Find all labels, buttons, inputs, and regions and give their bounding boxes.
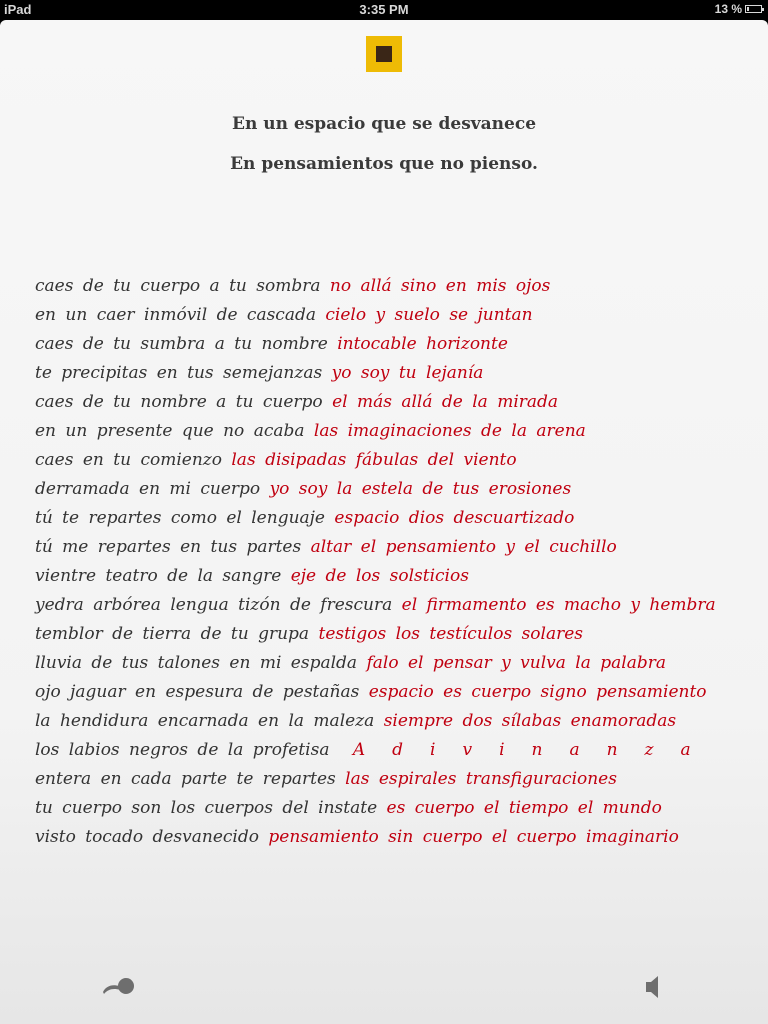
poem-line-black: caes de tu cuerpo a tu sombra: [35, 276, 321, 296]
poem-line-red: yo soy tu lejanía: [331, 363, 484, 383]
device-name: iPad: [4, 2, 32, 17]
poem-line-red: las disipadas fábulas del viento: [231, 450, 517, 470]
poem-line-black: entera en cada parte te repartes: [35, 769, 336, 789]
clock: 3:35 PM: [359, 2, 409, 17]
poem-line-black: vientre teatro de la sangre: [35, 566, 282, 586]
speaker-icon[interactable]: [645, 974, 665, 1000]
poem-line-red: el más allá de la mirada: [332, 392, 559, 412]
poem-line-black: te precipitas en tus semejanzas: [35, 363, 323, 383]
poem-line-black: la hendidura encarnada en la maleza: [35, 711, 375, 731]
poem-line: [35, 737, 718, 766]
poem-line-red: las imaginaciones de la arena: [313, 421, 586, 441]
poem-line: [35, 505, 718, 534]
poem-line-red: testigos los testículos solares: [318, 624, 584, 644]
poem-line-black: en un caer inmóvil de cascada: [35, 305, 316, 325]
poem-line: [35, 302, 718, 331]
poem-line: [35, 360, 718, 389]
poem-line-black: tú me repartes en tus partes: [35, 537, 302, 557]
intro-line-1: En un espacio que se desvanece: [231, 114, 537, 134]
poem-line: [35, 708, 718, 737]
poem-body: [35, 273, 718, 853]
poem-line: [35, 331, 718, 360]
poem-line: [35, 592, 718, 621]
poem-line-red: altar el pensamiento y el cuchillo: [310, 537, 617, 557]
poem-line-red: espacio es cuerpo signo pensamiento: [368, 682, 707, 702]
poem-line-red: cielo y suelo se juntan: [325, 305, 533, 325]
poem-line-red: yo soy la estela de tus erosiones: [269, 479, 572, 499]
poem-line-red: eje de los solsticios: [290, 566, 469, 586]
intro-line-2: En pensamientos que no pienso.: [230, 154, 538, 174]
poem-line: [35, 563, 718, 592]
battery-status: [715, 2, 762, 16]
poem-line-black: visto tocado desvanecido: [35, 827, 259, 847]
poem-line-black: los labios negros de la profetisa: [35, 740, 330, 760]
sperm-drop-icon[interactable]: [102, 976, 138, 998]
poem-line: [35, 389, 718, 418]
poem-line-red: no allá sino en mis ojos: [329, 276, 551, 296]
poem-line-black: caes de tu sumbra a tu nombre: [35, 334, 328, 354]
poem-line: [35, 273, 718, 302]
intro-heading: [0, 112, 768, 192]
poem-line: [35, 824, 718, 853]
poem-line-black: caes de tu nombre a tu cuerpo: [35, 392, 323, 412]
poem-line: [35, 650, 718, 679]
poem-line-red: el firmamento es macho y hembra: [401, 595, 716, 615]
poem-line-black: en un presente que no acaba: [35, 421, 305, 441]
battery-icon: [745, 5, 762, 13]
status-bar: [0, 0, 768, 20]
poem-line-red: las espirales transfiguraciones: [345, 769, 617, 789]
poem-line: [35, 418, 718, 447]
poem-line-red: pensamiento sin cuerpo el cuerpo imaginario: [268, 827, 679, 847]
poem-line: [35, 447, 718, 476]
poem-line-black: caes en tu comienzo: [35, 450, 222, 470]
poem-line: [35, 621, 718, 650]
poem-line-red: siempre dos sílabas enamoradas: [383, 711, 677, 731]
poem-line-red: espacio dios descuartizado: [334, 508, 575, 528]
poem-line-black: lluvia de tus talones en mi espalda: [35, 653, 358, 673]
battery-percent: 13 %: [714, 2, 742, 16]
poem-line: [35, 534, 718, 563]
poem-line: [35, 476, 718, 505]
poem-line-black: yedra arbórea lengua tizón de frescura: [35, 595, 393, 615]
poem-line-black: temblor de tierra de tu grupa: [35, 624, 310, 644]
poem-page: [0, 20, 768, 1024]
poem-line: [35, 679, 718, 708]
poem-line-red: es cuerpo el tiempo el mundo: [386, 798, 662, 818]
poem-line-red: intocable horizonte: [337, 334, 508, 354]
poem-line: [35, 766, 718, 795]
poem-line: [35, 795, 718, 824]
poem-line-black: ojo jaguar en espesura de pestañas: [35, 682, 360, 702]
poem-line-black: derramada en mi cuerpo: [35, 479, 261, 499]
poem-line-red: falo el pensar y vulva la palabra: [366, 653, 667, 673]
poem-line-red: Adivinanza: [352, 740, 718, 760]
poem-line-black: tu cuerpo son los cuerpos del instate: [35, 798, 378, 818]
poem-line-black: tú te repartes como el lenguaje: [35, 508, 325, 528]
logo-icon[interactable]: [366, 36, 402, 72]
